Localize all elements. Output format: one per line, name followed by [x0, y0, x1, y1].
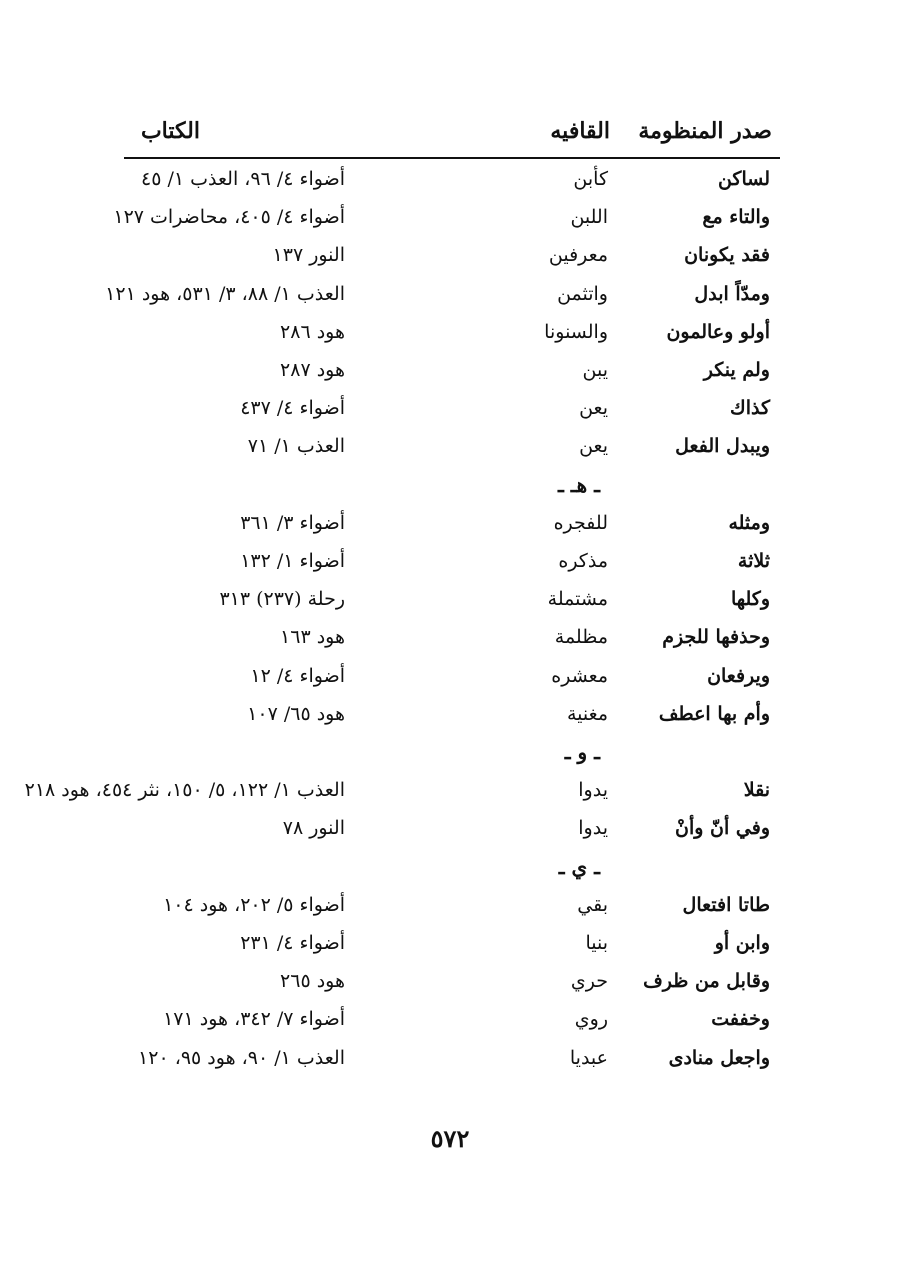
cell-sadr: وأم بها اعطف [658, 702, 770, 725]
cell-sadr: وحذفها للجزم [662, 626, 770, 649]
header-rule [124, 157, 780, 159]
cell-qafiya: مظلمة [554, 626, 608, 649]
cell-sadr: وخففت [711, 1008, 770, 1031]
letter-label: ـ هـ ـ [557, 472, 600, 497]
table-row [0, 164, 900, 200]
cell-kitab: أضواء ٤/ ٩٦، العذب ١/ ٤٥ [141, 168, 345, 190]
cell-kitab: هود ٢٨٦ [280, 320, 345, 343]
cell-kitab: أضواء ٣/ ٣٦١ [240, 511, 345, 534]
cell-kitab: العذب ١/ ٨٨، ٣/ ٥٣١، هود ١٢١ [105, 282, 345, 305]
cell-sadr: ومثله [728, 511, 770, 534]
cell-qafiya: والسنونا [544, 320, 608, 343]
cell-qafiya: بنيا [585, 932, 608, 954]
cell-qafiya: معرفين [548, 244, 608, 267]
cell-kitab: هود ٢٦٥ [280, 970, 345, 993]
letter-label: ـ ي ـ [558, 854, 600, 879]
cell-kitab: أضواء ٤/ ٢٣١ [240, 932, 345, 954]
table-row [0, 813, 900, 849]
table-row [0, 546, 900, 582]
table-row [0, 508, 900, 544]
table-row [0, 1043, 900, 1079]
cell-sadr: ثلاثة [737, 550, 770, 572]
letter-label: ـ و ـ [564, 740, 600, 764]
cell-kitab: أضواء ١/ ١٣٢ [240, 550, 345, 572]
cell-qafiya: يدوا [578, 817, 608, 840]
cell-kitab: العذب ١/ ٩٠، هود ٩٥، ١٢٠ [138, 1046, 345, 1069]
cell-sadr: طاتا افتعال [682, 893, 770, 916]
cell-kitab: العذب ١/ ١٢٢، ٥/ ١٥٠، نثر ٤٥٤، هود ٢١٨ [24, 779, 345, 802]
page-number: ٥٧٢ [430, 1124, 470, 1153]
letter-section-heading [0, 470, 900, 506]
cell-kitab: أضواء ٥/ ٢٠٢، هود ١٠٤ [163, 893, 345, 916]
cell-sadr: ويبدل الفعل [675, 435, 770, 458]
cell-qafiya: واتثمن [557, 282, 608, 305]
cell-sadr: وقابل من ظرف [643, 970, 770, 993]
cell-qafiya: كأبن [573, 168, 608, 190]
cell-sadr: والتاء مع [702, 206, 770, 229]
header-qafiya: القافيه [550, 118, 610, 144]
cell-qafiya: معشره [551, 664, 608, 687]
cell-qafiya: مشتملة [547, 588, 608, 611]
cell-kitab: هود ٢٨٧ [280, 359, 345, 381]
table-row [0, 240, 900, 276]
table-row [0, 355, 900, 391]
cell-kitab: أضواء ٤/ ٤٠٥، محاضرات ١٢٧ [113, 206, 345, 229]
cell-kitab: رحلة (٢٣٧) ٣١٣ [219, 588, 345, 611]
table-row [0, 661, 900, 697]
cell-kitab: أضواء ٧/ ٣٤٢، هود ١٧١ [163, 1008, 345, 1031]
cell-sadr: ومدّاً ابدل [694, 282, 770, 305]
cell-sadr: وكلها [730, 588, 770, 611]
cell-sadr: لساكن [717, 168, 770, 190]
letter-section-heading [0, 852, 900, 888]
cell-sadr: وابن أو [714, 932, 770, 954]
letter-section-heading [0, 737, 900, 773]
cell-qafiya: يدوا [578, 779, 608, 802]
cell-kitab: النور ٧٨ [282, 817, 345, 840]
cell-kitab: هود ١٦٣ [280, 626, 345, 649]
cell-qafiya: يعن [579, 397, 608, 420]
cell-qafiya: مذكره [558, 550, 608, 572]
table-row [0, 1004, 900, 1040]
cell-qafiya: بقي [577, 893, 608, 916]
cell-kitab: هود ٦٥/ ١٠٧ [247, 702, 345, 725]
cell-qafiya: للفجره [553, 511, 608, 534]
cell-sadr: ويرفعان [707, 664, 770, 687]
header-sadr-al-manzuma: صدر المنظومة [638, 118, 772, 144]
cell-kitab: أضواء ٤/ ٤٣٧ [240, 397, 345, 420]
cell-qafiya: عبديا [569, 1046, 608, 1069]
cell-sadr: كذاك [730, 397, 770, 420]
table-row [0, 890, 900, 926]
cell-sadr: وفي أنّ وأنْ [675, 817, 770, 840]
table-row [0, 966, 900, 1002]
cell-kitab: أضواء ٤/ ١٢ [250, 664, 345, 687]
cell-qafiya: مغنية [567, 702, 608, 725]
table-row [0, 317, 900, 353]
table-row [0, 584, 900, 620]
cell-sadr: فقد يكونان [684, 244, 770, 267]
table-row [0, 775, 900, 811]
cell-sadr: نقلا [743, 779, 770, 802]
table-row [0, 279, 900, 315]
cell-qafiya: اللبن [570, 206, 608, 229]
cell-qafiya: حري [570, 970, 608, 993]
cell-qafiya: يبن [582, 359, 608, 381]
table-row [0, 622, 900, 658]
header-kitab: الكتاب [140, 118, 200, 144]
cell-sadr: أولو وعالمون [666, 320, 770, 343]
table-row [0, 202, 900, 238]
table-row [0, 699, 900, 735]
table-row [0, 928, 900, 964]
cell-sadr: واجعل منادى [668, 1046, 770, 1069]
table-row [0, 431, 900, 467]
cell-kitab: العذب ١/ ٧١ [247, 435, 345, 458]
cell-qafiya: يعن [579, 435, 608, 458]
cell-sadr: ولم ينكر [703, 359, 770, 381]
cell-qafiya: روي [574, 1008, 608, 1031]
cell-kitab: النور ١٣٧ [272, 244, 345, 267]
table-row [0, 393, 900, 429]
